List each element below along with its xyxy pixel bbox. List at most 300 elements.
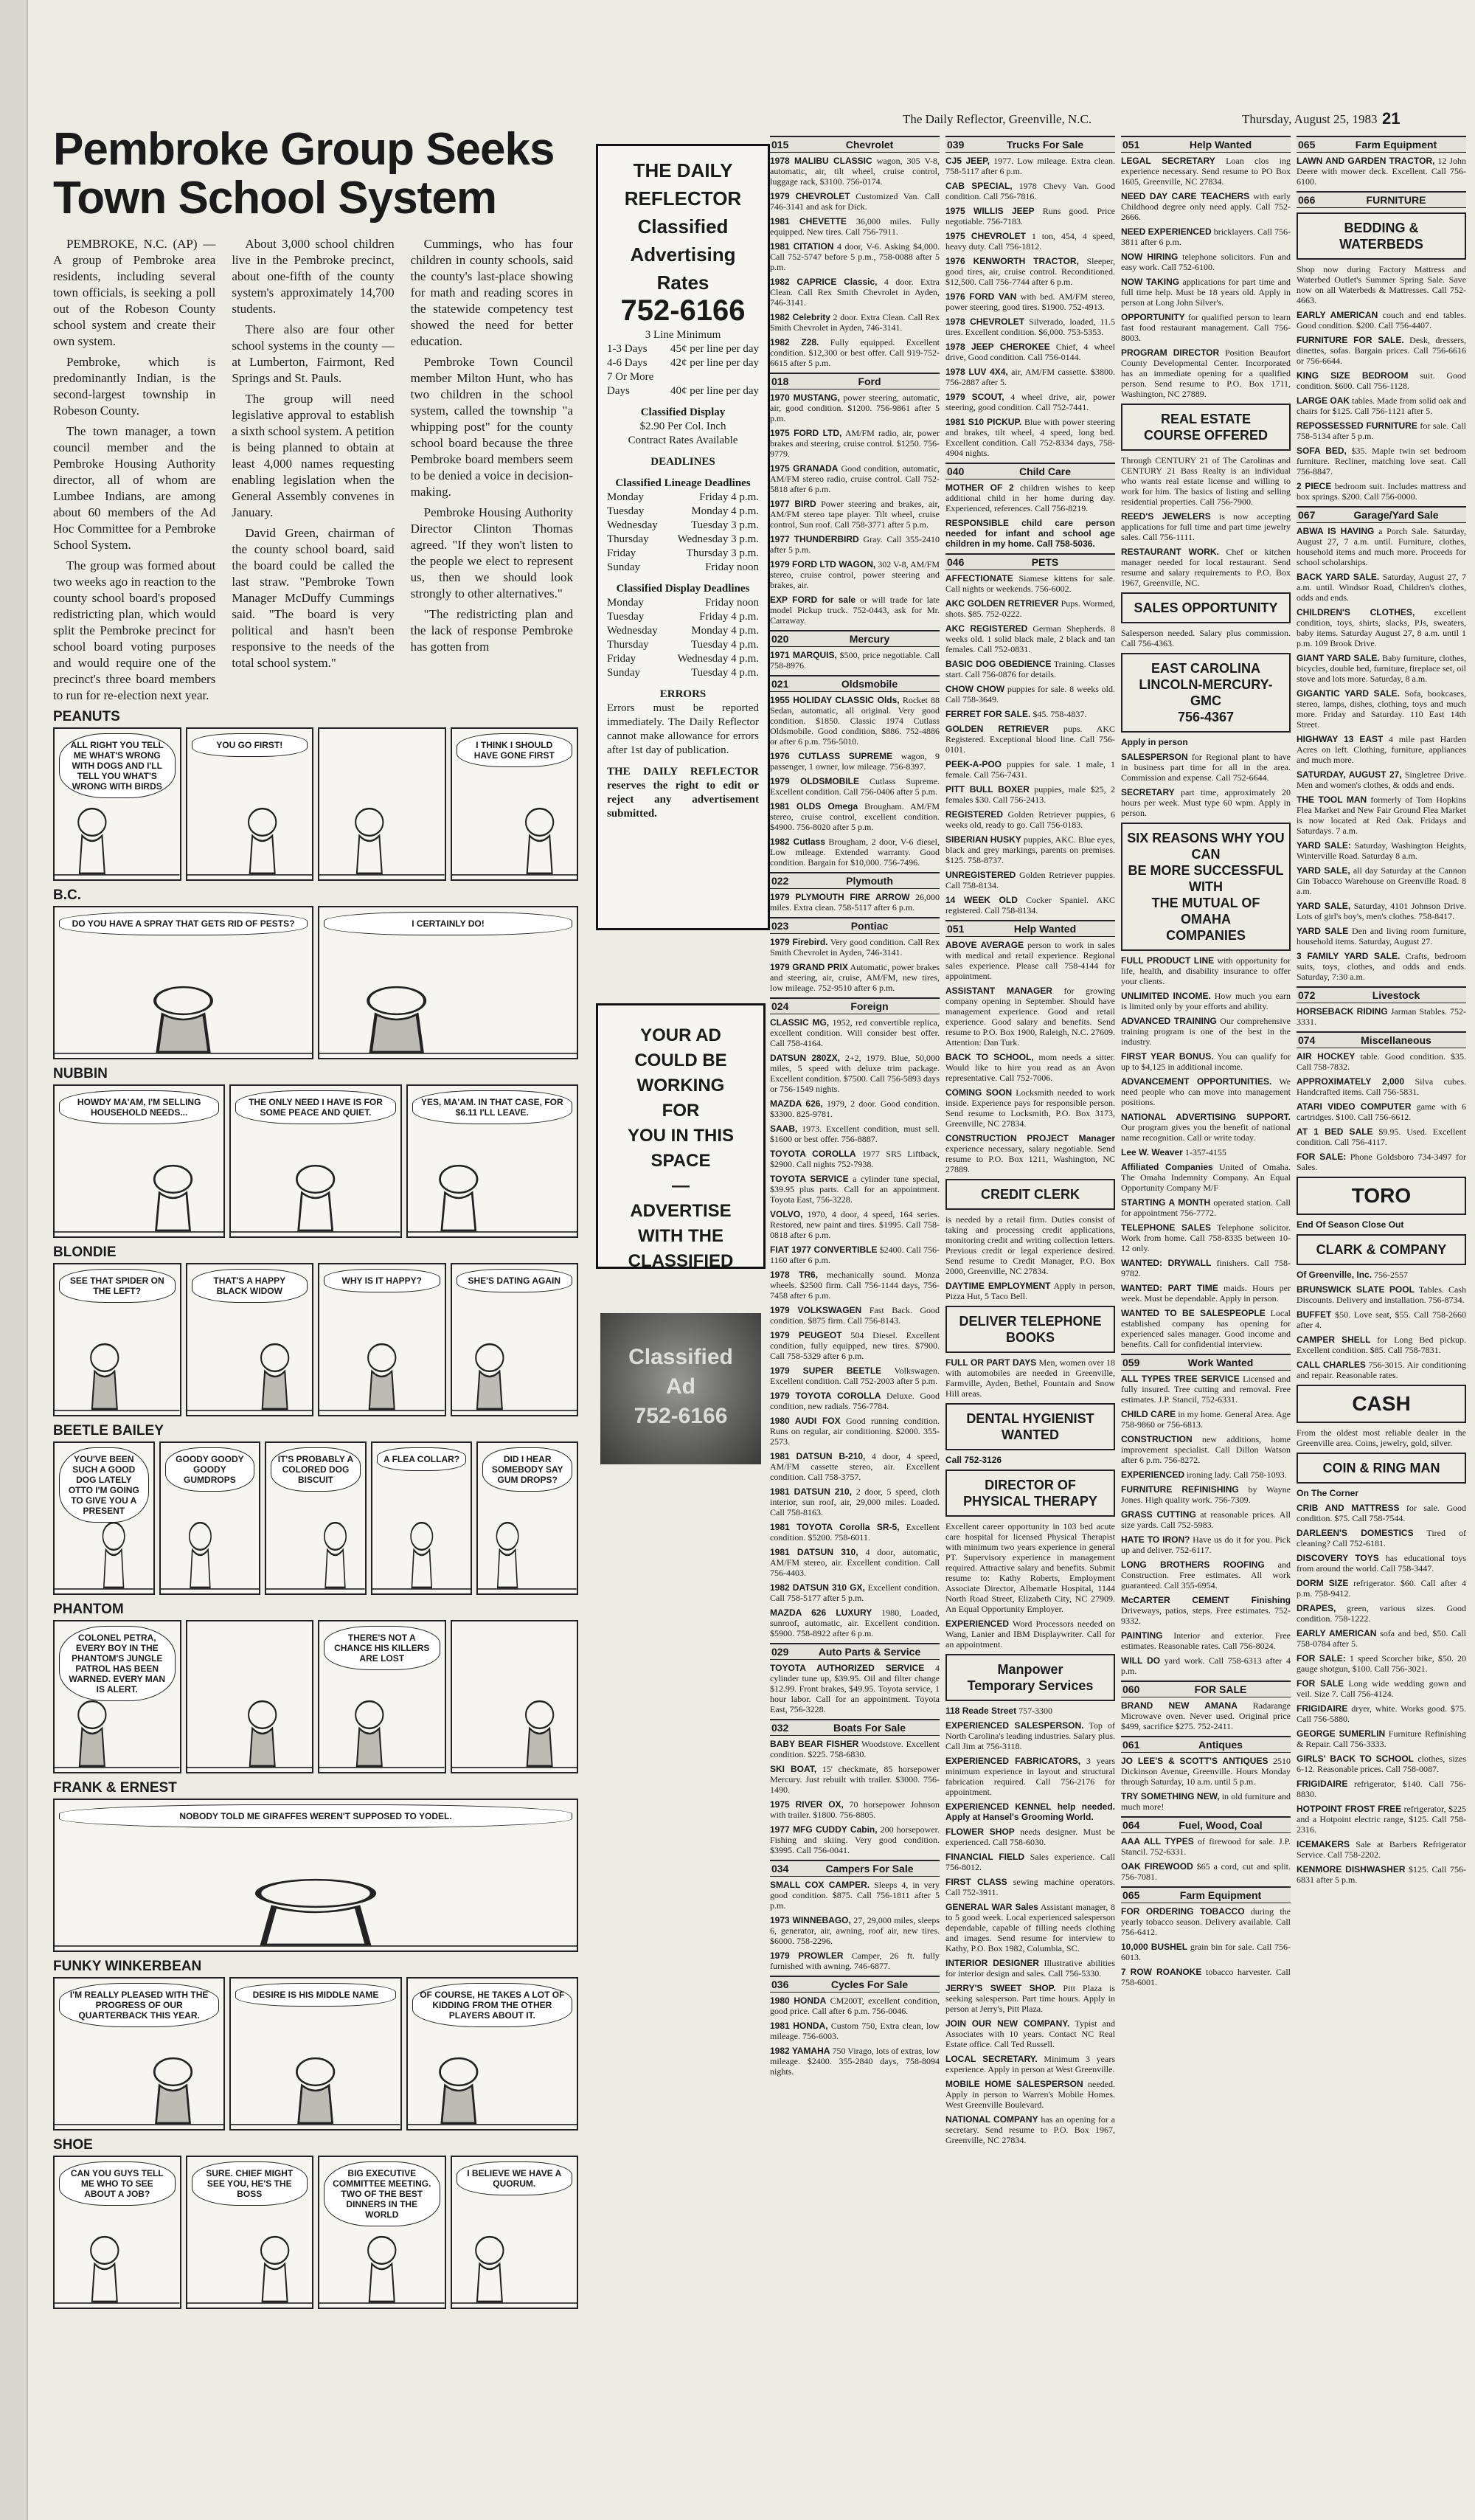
speech-bubble: I BELIEVE WE HAVE A QUORUM. [457, 2161, 573, 2195]
classified-ad [1297, 1503, 1466, 1523]
article-paragraph: The town manager, a town council member and the Pembroke Housing Authority director, all of whom are Lumbee Indians, are among about 60 members of the Ad Hoc Committee for a Pembroke School System. [53, 424, 216, 552]
ad-lead: FIAT 1977 CONVERTIBLE [770, 1245, 878, 1255]
speech-bubble: YES, MA'AM. IN THAT CASE, FOR $6.11 I'LL LEAVE. [412, 1090, 572, 1124]
classified-ad [945, 870, 1115, 890]
ad-body: 1977. Low mileage. Extra clean. 758-5117 after 6 p.m. [945, 156, 1115, 176]
classified-ad [1297, 395, 1466, 416]
ad-body: for Long Bed pickup. Excellent condition. $85. Call 758-7831. [1297, 1335, 1466, 1355]
errors-text: Errors must be reported immediately. The Daily Reflector cannot make allowance for errors after 1st day of publication. [607, 702, 759, 756]
comic-panel [53, 727, 181, 881]
classified-ad [945, 940, 1115, 981]
ad-lead: GOLDEN RETRIEVER [945, 724, 1049, 734]
ad-lead: DRAPES, [1297, 1603, 1336, 1613]
ad-body: experience necessary, salary negotiable. Send resume to P.O. Box 1211, Washington, NC 27889. [945, 1143, 1115, 1174]
classified-ad [770, 1739, 940, 1759]
classified-column [945, 131, 1115, 2507]
classified-ad [1297, 572, 1466, 603]
ad-lead: JO LEE'S & SCOTT'S ANTIQUES [1121, 1756, 1268, 1766]
category-header [945, 463, 1115, 480]
ad-lead: REED'S JEWELERS [1121, 511, 1211, 522]
classified-ad [1297, 1703, 1466, 1724]
comic-panel [53, 2156, 181, 2309]
classified-ad [1297, 653, 1466, 684]
rate-table [598, 342, 768, 398]
ad-lead: RESPONSIBLE child care person needed for infant and school age children in my home. Call 758-5036. [945, 518, 1115, 549]
ad-body: Siamese kittens for sale. Call nights or weekends. 756-6002. [945, 573, 1115, 594]
deadline-time: Tuesday 3 p.m. [691, 519, 759, 531]
ad-lead: UNREGISTERED [945, 870, 1016, 880]
news-article [53, 125, 573, 705]
classified-ad [1121, 1942, 1291, 1962]
ad-body: with early Childhood degree only need apply. Call 752-2666. [1121, 191, 1291, 222]
classified-ad [945, 231, 1115, 252]
display-ad-line: Manpower [997, 1662, 1063, 1677]
category-number: 061 [1122, 1739, 1140, 1751]
classified-ad [770, 1547, 940, 1578]
display-ad [1121, 592, 1291, 623]
deadline-row [598, 596, 768, 610]
classified-ad [1297, 1427, 1466, 1448]
ad-lead: VOLVO, [770, 1209, 803, 1219]
ad-body: in old furniture and much more! [1121, 1791, 1291, 1812]
deadline-day: Friday [607, 653, 636, 665]
ad-body: needed. Apply in person to Warren's Mobile Homes. West Greenville Boulevard. [945, 2079, 1115, 2110]
ad-lead: SALESPERSON [1121, 752, 1188, 762]
display-ad-line: DIRECTOR OF PHYSICAL THERAPY [963, 1478, 1097, 1509]
ad-lead: FINANCIAL FIELD [945, 1852, 1025, 1862]
ad-lead: FURNITURE REFINISHING [1121, 1484, 1239, 1495]
classified-ad [1121, 277, 1291, 308]
ad-body: We need people who can move into management positions. [1121, 1076, 1291, 1107]
comic-strip [53, 1422, 578, 1598]
ad-body: Our comprehensive training program is one of the best in the industry. [1121, 1016, 1291, 1047]
display-ad-line: REAL ESTATE [1160, 412, 1251, 426]
classified-ad [770, 776, 940, 797]
speech-bubble: HOWDY MA'AM, I'M SELLING HOUSEHOLD NEEDS... [59, 1090, 219, 1124]
ad-lead: DORM SIZE [1297, 1578, 1349, 1588]
ad-body: with bed. AM/FM stereo, power steering, good tires. $1900. 752-4913. [945, 291, 1115, 312]
ad-body: has educational toys from around the world. Call 758-3447. [1297, 1553, 1466, 1574]
category-number: 018 [771, 375, 789, 387]
category-title: Help Wanted [1189, 139, 1252, 150]
ad-body: 4 door, 4 speed, AM/FM cassette stereo, air. Excellent condition. Call 758-3757. [770, 1451, 940, 1482]
classified-ad [1121, 347, 1291, 399]
classified-ad [1121, 191, 1291, 222]
ad-body: Radarange Microwave oven. Never used. Original price $499, sacrifice $275. 752-2411. [1121, 1700, 1291, 1731]
ad-body: wagon, 9 passenger, 1 owner, low mileage. 756-8397. [770, 751, 940, 772]
comic-strip-title: BEETLE BAILEY [53, 1423, 164, 1439]
ad-body: Volkswagen. Excellent condition. Call 752-2003 after 5 p.m. [770, 1365, 940, 1386]
ad-lead: 1982 CAPRICE Classic, [770, 277, 878, 287]
deadline-time: Wednesday 4 p.m. [677, 653, 759, 665]
ad-lead: NOW HIRING [1121, 252, 1179, 262]
classified-ad [1121, 1484, 1291, 1505]
ad-body: Sleeper, good tires, air, cruise control. Reconditioned. $12,500. Call 756-7744 after 6 p.m. [945, 256, 1115, 287]
ad-lead: PROGRAM DIRECTOR [1121, 347, 1220, 358]
classified-ad [1297, 370, 1466, 391]
ad-body: $500, price negotiable. Call 758-8976. [770, 650, 940, 671]
rates-title [598, 156, 768, 297]
classified-ad [1297, 1553, 1466, 1574]
article-paragraph: PEMBROKE, N.C. (AP) — A group of Pembroke area residents, including several town officials, is seeking a poll out of the Robeson County school system and create their own system. [53, 237, 216, 348]
display-ad-line: SALES OPPORTUNITY [1134, 600, 1278, 615]
classified-ad [1121, 1112, 1291, 1143]
ad-body: by Wayne Jones. High quality work. 756-7309. [1121, 1484, 1291, 1505]
ad-lead: 1975 CHEVROLET [945, 231, 1026, 241]
category-number: 021 [771, 678, 789, 690]
display-line: $2.90 Per Col. Inch [639, 420, 726, 432]
rates-title-line: Advertising [630, 243, 736, 266]
ad-body: Golden Retriever puppies. Call 758-8134. [945, 870, 1115, 890]
ad-lead: LAWN AND GARDEN TRACTOR, [1297, 156, 1435, 166]
classified-ad [1297, 156, 1466, 187]
speech-bubble: YOU GO FIRST! [192, 733, 308, 757]
ad-body: 750 Virago, lots of extras, low mileage. $2400. 355-2840 days, 758-8094 nights. [770, 2046, 940, 2077]
classified-ad [1297, 1728, 1466, 1749]
ad-body: Desk, dressers, dinettes, sofas. Bargain prices. Call 756-6616 or 756-6644. [1297, 335, 1466, 366]
classified-ad [945, 1281, 1115, 1301]
deadline-time: Friday 4 p.m. [699, 611, 759, 623]
classified-ad [1297, 840, 1466, 861]
classified-ad [770, 1995, 940, 2016]
ad-lead: EXPERIENCED [1121, 1470, 1185, 1480]
rate-days: 7 Or More [607, 371, 654, 383]
comic-strip [53, 1244, 578, 1419]
ad-lead: LOCAL SECRETARY. [945, 2054, 1038, 2064]
deadline-day: Tuesday [607, 505, 645, 517]
comic-panels [53, 1084, 578, 1238]
speech-bubble: GOODY GOODY GOODY GUMDROPS [165, 1447, 255, 1492]
speech-bubble: CAN YOU GUYS TELL ME WHO TO SEE ABOUT A JOB? [59, 2161, 176, 2206]
ad-body: mom needs a sitter. Would like to hire you read as an Avon representative. Call 752-7006. [945, 1052, 1115, 1083]
ad-body: 2 door, 5 speed, cloth interior, sun roof, air, 29,000 miles. Loaded. Call 758-8163. [770, 1486, 940, 1517]
ad-body: at reasonable prices. All size yards. Call 752-5983. [1121, 1509, 1291, 1530]
classified-ad [1297, 1804, 1466, 1835]
rate-row [598, 384, 768, 398]
category-title: Pontiac [850, 920, 889, 932]
display-ad [1121, 404, 1291, 451]
ad-lead: FULL PRODUCT LINE [1121, 955, 1215, 966]
ad-lead: Of Greenville, Inc. [1297, 1270, 1372, 1280]
article-paragraph: Pembroke Housing Authority Director Clinton Thomas agreed. "If they won't listen to the people we elect to represent us, then we should look strongly to other alternatives." [410, 505, 573, 600]
display-ad [1297, 212, 1466, 260]
ad-lead: NATIONAL COMPANY [945, 2114, 1038, 2125]
classified-ad [1297, 1653, 1466, 1674]
ad-lead: REGISTERED [945, 809, 1004, 820]
classified-ad [1297, 1101, 1466, 1122]
ad-lead: TOYOTA AUTHORIZED SERVICE [770, 1663, 925, 1673]
classified-ad [1297, 1578, 1466, 1599]
ad-body: Excellent career opportunity in 103 bed acute care hospital for licensed Physical Therapist with minimum two years experience in general PT. Supervisory experience in management required. Attractive salary and benefits. Submit resume to: Kathy Roberts, Employment Associate Director, Albemarle Hospital, 1144 North Road Street, Elizabeth City, NC 27909. An Equal Opportunity Employer. [945, 1521, 1115, 1614]
classified-ad [945, 1827, 1115, 1847]
classified-ad [1121, 628, 1291, 648]
ad-lead: SKI BOAT, [770, 1764, 817, 1774]
ad-lead: FOR SALE: [1297, 1653, 1346, 1664]
ad-lead: GEORGE SUMERLIN [1297, 1728, 1386, 1739]
ad-body: is now accepting applications for full time and part time jewelry sales. Call 756-1111. [1121, 511, 1291, 542]
classified-ad [945, 1455, 1115, 1465]
classified-ad [1121, 1906, 1291, 1937]
comic-panel [186, 1263, 314, 1416]
category-title: Antiques [1198, 1739, 1243, 1751]
ad-lead: 10,000 BUSHEL [1121, 1942, 1188, 1952]
ad-lead: ATARI VIDEO COMPUTER [1297, 1101, 1412, 1112]
deadline-row [598, 533, 768, 547]
ad-lead: WANTED: PART TIME [1121, 1283, 1218, 1293]
category-number: 015 [771, 139, 789, 150]
comic-strip-title: NUBBIN [53, 1066, 108, 1081]
ad-body: $35. Maple twin set bedroom furniture. Recliner, matching love seat. Call 756-8847. [1297, 446, 1466, 477]
ad-body: Word Processors needed on Wang, Lanier and IBM Displaywriter. Call for an appointment. [945, 1619, 1115, 1650]
ad-body: $50. Love seat, $55. Call 758-2660 after 4. [1297, 1309, 1466, 1330]
ad-box-line: — [672, 1176, 690, 1196]
ad-body: Den and living room furniture, household items. Saturday, August 27. [1297, 926, 1466, 946]
ad-body: Jarman Stables. 752-3331. [1297, 1006, 1466, 1027]
comic-strip [53, 1958, 578, 2133]
lineage-deadlines [598, 491, 768, 575]
classified-ad [1121, 1509, 1291, 1530]
ad-lead: DAYTIME EMPLOYMENT [945, 1281, 1051, 1291]
ad-lead: OPPORTUNITY [1121, 312, 1185, 322]
deadline-day: Sunday [607, 667, 640, 679]
ad-lead: CONSTRUCTION [1121, 1434, 1193, 1444]
ad-lead: PAINTING [1121, 1630, 1163, 1641]
category-number: 024 [771, 1000, 789, 1012]
category-number: 051 [947, 923, 965, 935]
ad-lead: End Of Season Close Out [1297, 1219, 1404, 1230]
classified-ad [945, 291, 1115, 312]
classified-ad [1297, 1360, 1466, 1380]
ad-lead: 1982 Cutlass [770, 837, 825, 847]
ad-body: 1977 SR5 Liftback, $2900. Call nights 752-7938. [770, 1149, 940, 1169]
classified-ad [945, 392, 1115, 412]
ad-lead: 1979 GRAND PRIX [770, 962, 848, 972]
category-number: 034 [771, 1863, 789, 1875]
ad-lead: 1971 MARQUIS, [770, 650, 837, 660]
display-ad-line: CREDIT CLERK [981, 1187, 1080, 1202]
display-ad [945, 1654, 1115, 1701]
ad-body: finishers. Call 758-9782. [1121, 1258, 1291, 1278]
ad-lead: McCARTER CEMENT Finishing [1121, 1595, 1291, 1605]
classified-ad [1121, 1076, 1291, 1107]
classified-ad [945, 367, 1115, 387]
ad-lead: CJ5 JEEP, [945, 156, 990, 166]
ad-body: $45. 758-4837. [1032, 709, 1087, 719]
ad-body: Good running condition. Runs on regular, air conditioning. $2000. 355-2573. [770, 1416, 940, 1447]
lineage-title: Classified Lineage Deadlines [615, 477, 751, 489]
ad-lead: 1981 TOYOTA Corolla SR-5, [770, 1522, 900, 1532]
classified-ad [1121, 1222, 1291, 1253]
photo-ad-text [600, 1343, 761, 1431]
comic-panel [53, 906, 313, 1059]
article-column [53, 236, 215, 708]
category-header [1297, 986, 1466, 1003]
category-number: 039 [947, 139, 965, 150]
classified-ad [1121, 1836, 1291, 1857]
classified-ad [770, 534, 940, 555]
ad-lead: BASIC DOG OBEDIENCE [945, 659, 1052, 669]
ad-lead: BABY BEAR FISHER [770, 1739, 859, 1749]
ad-body: Deluxe. Good condition, new radials. 756-7784. [770, 1391, 940, 1411]
speech-bubble: THERE'S NOT A CHANCE HIS KILLERS ARE LOST [324, 1626, 440, 1670]
article-column [411, 236, 573, 708]
ad-body: Pups. Wormed, shots. $85. 752-0222. [945, 598, 1115, 619]
ad-lead: CRIB AND MATTRESS [1297, 1503, 1400, 1513]
ad-body: Woodstove. Excellent condition. $225. 758-6830. [770, 1739, 940, 1759]
ad-lead: ALL TYPES TREE SERVICE [1121, 1374, 1240, 1384]
ad-body: Have us do it for you. Pick up and deliver. 752-6117. [1121, 1534, 1291, 1555]
ad-body: Sale at Barbers Refrigerator Service. Call 758-2202. [1297, 1839, 1466, 1860]
classified-ad [1121, 955, 1291, 986]
comics-section [53, 708, 578, 2508]
ad-body: Custom 750, Extra clean, low mileage. 756-6003. [770, 2021, 940, 2041]
classified-ad [945, 342, 1115, 362]
speech-bubble: THE ONLY NEED I HAVE IS FOR SOME PEACE AND QUIET. [235, 1090, 395, 1124]
ad-body: is needed by a retail firm. Duties consist of taking and processing credit applications, monitoring credit and writing collection letters. Previous credit or legal experience desired. Send resume to Credit Manager, P.O. Box 2000, Greenville, NC 27834. [945, 1214, 1115, 1276]
ad-lead: 1981 HONDA, [770, 2021, 828, 2031]
ad-body: 756-2557 [1374, 1270, 1409, 1280]
ad-lead: YARD SALE: [1297, 840, 1351, 851]
comic-panels [53, 1977, 578, 2130]
classified-ad [945, 518, 1115, 549]
category-header [770, 630, 940, 647]
classified-ad [770, 962, 940, 993]
ad-lead: 1977 BIRD [770, 499, 816, 509]
ad-body: puppies for sale. 8 weeks old. Call 758-3649. [945, 684, 1115, 705]
display-ad [1121, 823, 1291, 951]
deadline-day: Sunday [607, 561, 640, 573]
deadline-time: Friday noon [705, 597, 759, 609]
ad-box-line: WORKING [636, 1076, 725, 1095]
category-title: Farm Equipment [1179, 1889, 1262, 1901]
display-ad [945, 1470, 1115, 1517]
ad-lead: TELEPHONE SALES [1121, 1222, 1212, 1233]
classified-ad [1121, 1374, 1291, 1405]
deadline-day: Thursday [607, 533, 649, 545]
classified-ad [1297, 901, 1466, 921]
category-title: Work Wanted [1187, 1357, 1254, 1368]
display-ad [945, 1403, 1115, 1450]
ad-body: Interior and exterior. Free estimates. Reasonable rates. Call 756-8024. [1121, 1630, 1291, 1651]
ad-body: Golden Retriever puppies, 6 weeks old, ready to go. Call 756-0183. [945, 809, 1115, 830]
ad-lead: 1982 DATSUN 310 GX, [770, 1582, 865, 1593]
comic-panel [406, 1977, 578, 2130]
ad-body: Illustrative abilities for interior design and sales. Call 756-5330. [945, 1958, 1115, 1979]
deadline-time: Wednesday 3 p.m. [677, 533, 759, 545]
ad-lead: AT 1 BED SALE [1297, 1126, 1373, 1137]
ad-body: Apply in person, Pizza Hut, 5 Taco Bell. [945, 1281, 1115, 1301]
comic-panel [318, 906, 578, 1059]
category-title: Garage/Yard Sale [1353, 509, 1439, 521]
ad-body: 200 horsepower. Fishing and skiing. Very good condition. $3995. Call 756-0041. [770, 1824, 940, 1855]
ad-body: Top of North Carolina's leading industries. Salary plus. Call Jim at 756-3118. [945, 1720, 1115, 1751]
ad-body: 3 years minimum experience in layout and structural fabrication required. Call 756-2176 for appointment. [945, 1756, 1115, 1797]
ad-body: Loan clos ing experience necessary. Send resume to PO Box 1605, Greenville, NC 27834. [1121, 156, 1291, 187]
classified-ad [770, 1582, 940, 1603]
classified-ad [1121, 1560, 1291, 1590]
category-number: 059 [1122, 1357, 1140, 1368]
article-paragraph: David Green, chairman of the county school board, said the board could be called the last straw. "Pembroke Town Manager McDuffy Cummings said. "The board is very political and hasn't been responsive to the needs of the total school system." [232, 526, 395, 670]
ad-lead: FRIGIDAIRE [1297, 1779, 1348, 1789]
classified-ad [770, 499, 940, 530]
category-title: Livestock [1372, 989, 1420, 1001]
ad-body: Chef or kitchen manager needed for local restaurant. Send resume and salary requirements to P.O. Box 1967, Greenville, NC. [1121, 547, 1291, 588]
rate-days: 1-3 Days [607, 343, 648, 355]
comic-panel [476, 1441, 578, 1595]
classified-ad [770, 1915, 940, 1946]
photo-ad-line: 752-6166 [634, 1404, 728, 1428]
classified-ad [1121, 752, 1291, 783]
comic-panel [159, 1441, 261, 1595]
classified-ad [1297, 1864, 1466, 1885]
ad-lead: MOBILE HOME SALESPERSON [945, 2079, 1083, 2089]
ad-box-line: YOU IN THIS [627, 1126, 734, 1146]
ad-body: German Shepherds. 8 weeks old. 1 solid black male, 2 black and tan females. Call 752-0831. [945, 623, 1115, 654]
speech-bubble: ALL RIGHT YOU TELL ME WHAT'S WRONG WITH DOGS AND I'LL TELL YOU WHAT'S WRONG WITH BIRDS [59, 733, 176, 798]
ad-lead: NATIONAL ADVERTISING SUPPORT. [1121, 1112, 1291, 1122]
comic-panel [265, 1441, 367, 1595]
classified-ad [1121, 226, 1291, 247]
classified-ad [770, 1522, 940, 1543]
ad-body: 36,000 miles. Fully equipped. New tires. Call 756-7911. [770, 216, 940, 237]
classified-ad [770, 1663, 940, 1714]
ad-body: Good condition, automatic, AM/FM stereo radio, cruise control. Call 752-5818 after 6 p.m. [770, 463, 940, 494]
deadline-row [598, 519, 768, 533]
classified-ad [770, 428, 940, 459]
article-column [232, 236, 394, 708]
classified-ad [1297, 1335, 1466, 1355]
ad-body: Baby furniture, clothes, bicycles, double bed, furniture, fireplace set, oil stove and lots more. Saturday, 8 a.m. [1297, 653, 1466, 684]
comic-strip [53, 1065, 578, 1241]
classified-ad [770, 216, 940, 237]
category-header [1121, 136, 1291, 153]
display-line: Contract Rates Available [628, 435, 738, 446]
display-ad-line: THE MUTUAL OF OMAHA [1151, 896, 1260, 927]
ad-lead: BUFFET [1297, 1309, 1332, 1320]
classified-ad [945, 1619, 1115, 1650]
ad-lead: SATURDAY, AUGUST 27, [1297, 769, 1402, 780]
ad-body: Position Beaufort County Developmental Center. Incorporated has an immediate opening for a qualified person. Send resume to P.O. Box 1711, Washington, NC 27889. [1121, 347, 1291, 399]
ad-lead: EXPERIENCED SALESPERSON. [945, 1720, 1084, 1731]
speech-bubble: I CERTAINLY DO! [324, 912, 572, 935]
ad-body: 757-3300 [1018, 1706, 1053, 1716]
classified-ad [770, 1124, 940, 1144]
display-deadlines [598, 596, 768, 680]
ad-body: Tired of cleaning? Call 752-6181. [1297, 1528, 1466, 1548]
classified-ad [945, 316, 1115, 337]
display-ad-line: EAST CAROLINA [1151, 661, 1260, 676]
ad-lead: 1980 HONDA [770, 1995, 827, 2006]
ad-body: tables. Made from solid oak and chairs for $125. Call 756-1121 after 5. [1297, 395, 1466, 416]
ad-lead: SECRETARY [1121, 787, 1175, 797]
cartoon-figure-icon [187, 1621, 313, 1772]
ad-body: Licensed and fully insured. Tree cutting and removal. Free estimates. J.P. Stancil, 752-6331. [1121, 1374, 1291, 1405]
ad-body: Silva cubes. Handcrafted items. Call 756-5831. [1297, 1076, 1466, 1097]
classified-ad [1121, 1434, 1291, 1465]
ad-lead: CALL CHARLES [1297, 1360, 1366, 1370]
category-header [770, 917, 940, 934]
ad-lead: 1979 OLDSMOBILE [770, 776, 860, 786]
ad-body: Singletree Drive. Men and women's clothes, & odds and ends. [1297, 769, 1466, 790]
ad-lead: GIANT YARD SALE. [1297, 653, 1380, 663]
ad-body: 2 door. Extra Clean. Call Rex Smith Chevrolet in Ayden, 746-3141. [770, 312, 940, 333]
comic-panel [186, 727, 314, 881]
ad-body: Silverado, loaded, 11.5 tires. Excellent condition. $6,000. 753-5353. [945, 316, 1115, 337]
category-number: 020 [771, 633, 789, 645]
classified-ad [945, 1087, 1115, 1129]
ad-lead: 118 Reade Street [945, 1706, 1017, 1716]
ad-lead: 2 PIECE [1297, 481, 1332, 491]
